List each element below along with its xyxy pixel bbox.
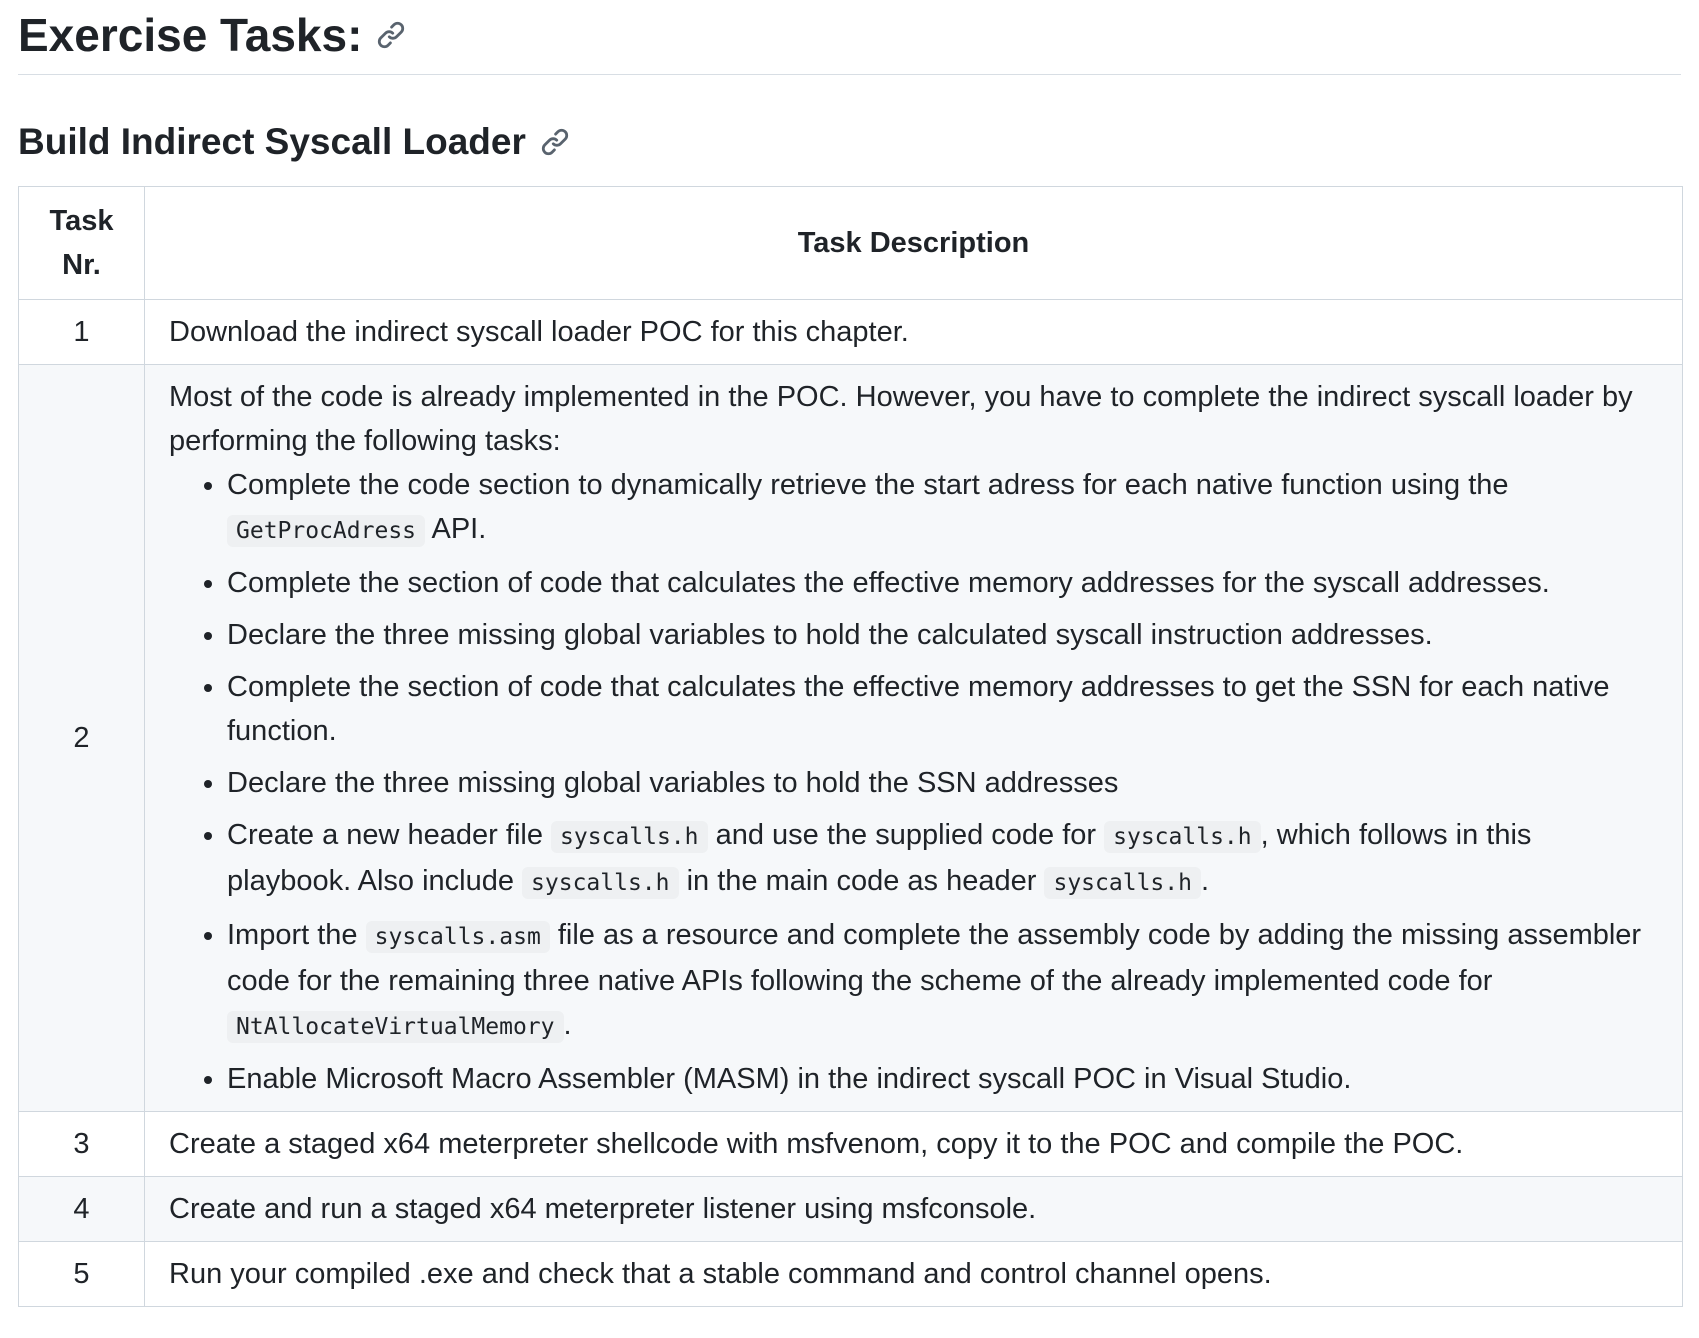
list-item: [227, 665, 1658, 753]
inline-code: syscalls.h: [551, 821, 707, 853]
anchor-link-icon[interactable]: [540, 127, 570, 157]
text-span: Complete the code section to dynamically retrieve the start adress for each native function using the: [227, 469, 1509, 501]
header-task-nr: Task Nr.: [19, 187, 145, 300]
text-span: Complete the section of code that calculates the effective memory addresses for the syscall addresses.: [227, 567, 1550, 599]
task-description: Create and run a staged x64 meterpreter listener using msfconsole.: [145, 1177, 1683, 1242]
page-title: [18, 0, 1681, 75]
section-heading: [18, 75, 1681, 166]
task-number: 1: [19, 300, 145, 365]
text-span: , which follows in this playbook. Also include: [227, 819, 1532, 897]
task-number: 3: [19, 1112, 145, 1177]
tasks-table: [18, 186, 1683, 1307]
inline-code: syscalls.h: [1044, 867, 1200, 899]
text-span: Enable Microsoft Macro Assembler (MASM) in the indirect syscall POC in Visual Studio.: [227, 1063, 1352, 1095]
table-header-row: [19, 187, 1683, 300]
list-item: [227, 813, 1658, 905]
text-span: Create a new header file: [227, 819, 552, 851]
table-row: [19, 300, 1683, 365]
list-item: [227, 613, 1658, 657]
section-heading-text: Build Indirect Syscall Loader: [18, 121, 526, 162]
list-item: [227, 1057, 1658, 1101]
text-span: Declare the three missing global variables to hold the calculated syscall instruction addresses.: [227, 619, 1433, 651]
text-span: Import the: [227, 919, 366, 951]
inline-code: NtAllocateVirtualMemory: [227, 1011, 564, 1043]
inline-code: GetProcAdress: [227, 515, 425, 547]
subtask-list: [169, 463, 1658, 1101]
task-description: Download the indirect syscall loader POC for this chapter.: [145, 300, 1683, 365]
text-span: .: [1200, 865, 1210, 897]
inline-code: syscalls.asm: [366, 921, 550, 953]
inline-code: syscalls.h: [1104, 821, 1260, 853]
task-number: 4: [19, 1177, 145, 1242]
header-task-description: Task Description: [145, 187, 1683, 300]
task-number: 2: [19, 365, 145, 1112]
text-span: in the main code as header: [678, 865, 1045, 897]
task-description: [145, 365, 1683, 1112]
text-span: file as a resource and complete the assembly code by adding the missing assembler code for the remaining three native APIs following the scheme of the already implemented code for: [227, 919, 1642, 997]
list-item: [227, 913, 1658, 1049]
page-title-text: Exercise Tasks:: [18, 9, 363, 61]
table-row: [19, 1242, 1683, 1307]
inline-code: syscalls.h: [522, 867, 678, 899]
table-row: [19, 1112, 1683, 1177]
anchor-link-icon[interactable]: [376, 20, 406, 50]
text-span: API.: [425, 513, 487, 545]
task-description: Run your compiled .exe and check that a stable command and control channel opens.: [145, 1242, 1683, 1307]
task-intro: Most of the code is already implemented in the POC. However, you have to complete the indirect syscall loader by performing the following tasks:: [169, 381, 1633, 457]
task-description: Create a staged x64 meterpreter shellcode with msfvenom, copy it to the POC and compile the POC.: [145, 1112, 1683, 1177]
list-item: [227, 761, 1658, 805]
text-span: .: [563, 1009, 572, 1041]
text-span: Complete the section of code that calculates the effective memory addresses to get the SSN for each native function.: [227, 671, 1610, 747]
text-span: and use the supplied code for: [707, 819, 1105, 851]
list-item: [227, 561, 1658, 605]
text-span: Declare the three missing global variables to hold the SSN addresses: [227, 767, 1119, 799]
task-number: 5: [19, 1242, 145, 1307]
table-row: [19, 365, 1683, 1112]
table-row: [19, 1177, 1683, 1242]
list-item: [227, 463, 1658, 553]
